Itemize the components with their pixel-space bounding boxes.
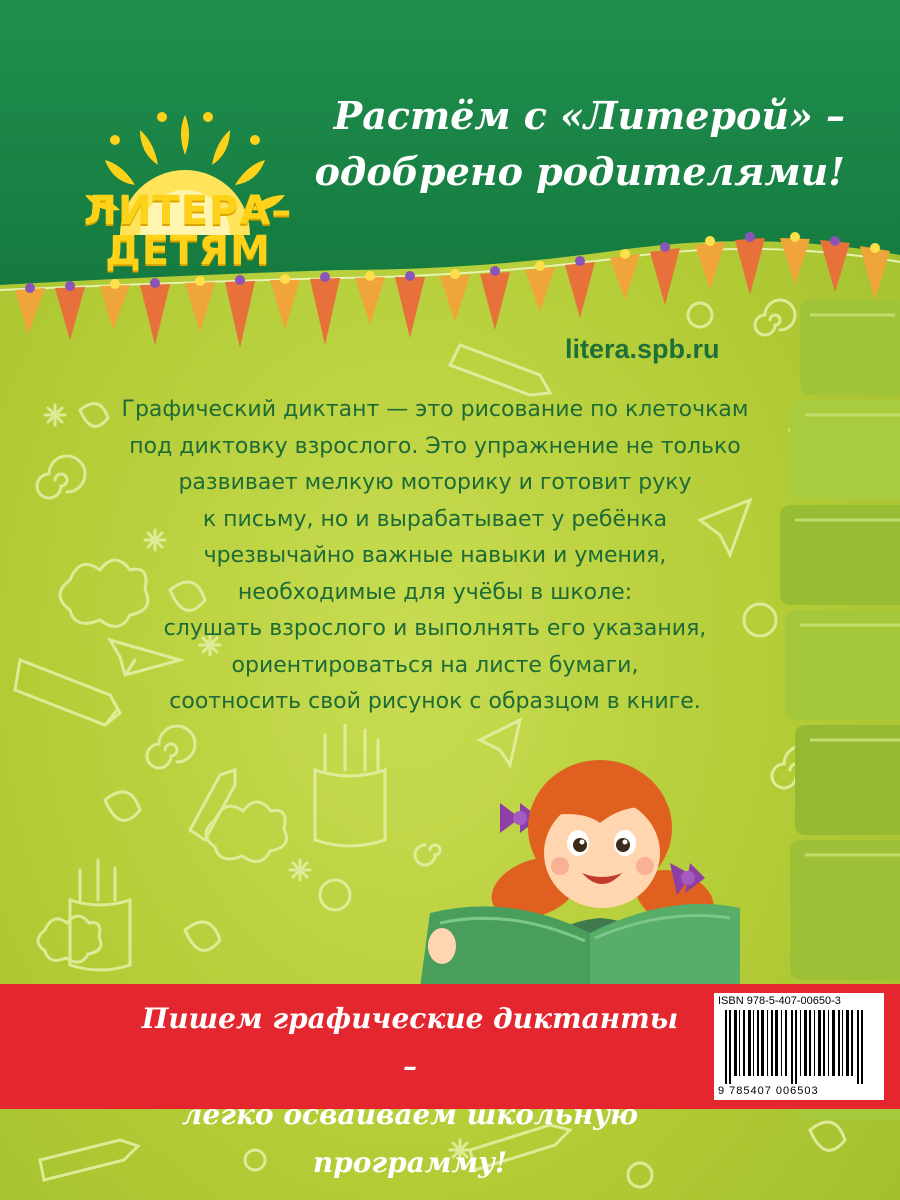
banner-text bbox=[130, 995, 690, 1187]
isbn-barcode bbox=[714, 993, 884, 1100]
description-line: чрезвычайно важные навыки и умения, bbox=[203, 543, 667, 568]
description-line: развивает мелкую моторику и готовит руку bbox=[178, 470, 692, 495]
description-line: слушать взрослого и выполнять его указания, bbox=[163, 616, 707, 641]
description-line: ориентироваться на листе бумаги, bbox=[231, 652, 639, 678]
description-line: к письму, но и вырабатывает у ребёнка bbox=[202, 506, 668, 532]
slogan-line2: одобрено родителями! bbox=[314, 149, 845, 194]
slogan bbox=[305, 88, 845, 200]
logo-text-line2: ДЕТЯМ bbox=[105, 228, 271, 274]
description-line: Графический диктант — это рисование по клеточкам bbox=[121, 397, 749, 422]
isbn-text: ISBN 978-5-407-00650-3 bbox=[718, 995, 841, 1007]
banner-line1: Пишем графические диктанты – bbox=[141, 1002, 679, 1083]
description-text bbox=[110, 392, 760, 721]
website-link[interactable]: litera.spb.ru bbox=[565, 334, 720, 364]
barcode-bars-icon bbox=[719, 1010, 879, 1084]
description-line: под диктовку взрослого. Это упражнение не только bbox=[129, 433, 741, 459]
logo-text-line1: ЛИТЕРА– bbox=[83, 188, 293, 234]
description-line: соотносить свой рисунок с образцом в книге. bbox=[169, 689, 701, 714]
barcode-number: 9 785407 006503 bbox=[718, 1085, 819, 1097]
banner-line2: легко осваиваем школьную программу! bbox=[181, 1098, 639, 1179]
description-line: необходимые для учёбы в школе: bbox=[237, 579, 633, 605]
slogan-line1: Растём с «Литерой» – bbox=[333, 93, 845, 138]
girl-reading-illustration bbox=[420, 738, 740, 988]
